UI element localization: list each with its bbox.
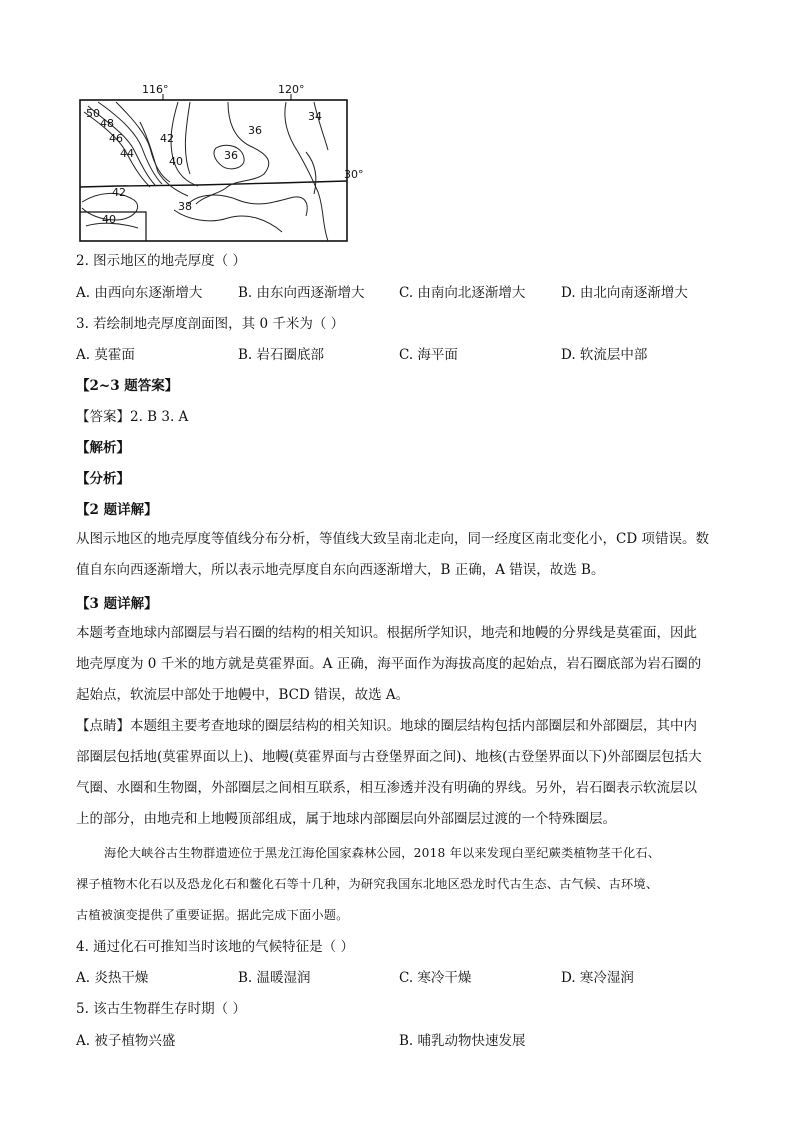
passage-text-cont <box>76 869 736 931</box>
q5-option-b[interactable]: B. 哺乳动物快速发展 <box>399 1033 526 1049</box>
contour-label: 36 <box>224 149 238 162</box>
q2-detail-line: 值自东向西逐渐增大，所以表示地壳厚度自东向西逐渐增大，B 正确，A 错误，故选 B。 <box>76 562 605 578</box>
answer-line: 【答案】2. B 3. A <box>76 409 189 425</box>
q3-option-d[interactable]: D. 软流层中部 <box>561 347 648 363</box>
q3-detail-line: 地壳厚度为 0 千米的地方就是莫霍界面。A 正确，海平面作为海拔高度的起始点，岩石圈底部为岩石圈的 <box>76 656 702 672</box>
contour-label: 50 <box>86 107 100 120</box>
q3-detail-title: 【3 题详解】 <box>76 596 158 612</box>
contour-label: 36 <box>248 124 262 137</box>
q3-option-b[interactable]: B. 岩石圈底部 <box>238 347 325 363</box>
q3-option-a[interactable]: A. 莫霍面 <box>76 347 135 363</box>
q3-stem: 3. 若绘制地壳厚度剖面图，其 0 千米为（ ） <box>76 316 345 332</box>
q5-option-a[interactable]: A. 被子植物兴盛 <box>76 1033 176 1049</box>
q2-detail-line: 从图示地区的地壳厚度等值线分布分析，等值线大致呈南北走向，同一经度区南北变化小，CD 项错误。数 <box>76 531 709 547</box>
dianjing-text <box>76 711 728 835</box>
q4-options <box>76 966 726 986</box>
q2-option-d[interactable]: D. 由北向南逐渐增大 <box>561 285 688 301</box>
q2-detail-title: 【2 题详解】 <box>76 502 158 518</box>
contour-label: 40 <box>169 155 183 168</box>
group-title: 【2~3 题答案】 <box>76 378 179 394</box>
q4-option-b[interactable]: B. 温暖湿润 <box>238 970 311 986</box>
contour-label: 40 <box>102 213 116 226</box>
q2-options <box>76 281 726 301</box>
q5-stem: 5. 该古生物群生存时期（ ） <box>76 1001 246 1017</box>
contour-label: 46 <box>109 132 123 145</box>
q4-option-c[interactable]: C. 寒冷干燥 <box>399 970 472 986</box>
passage-line: 裸子植物木化石以及恐龙化石和鳖化石等十几种，为研究我国东北地区恐龙时代古生态、古气候、古环境、 <box>76 877 659 891</box>
contour-label: 48 <box>100 117 114 130</box>
q2-option-c[interactable]: C. 由南向北逐渐增大 <box>399 285 526 301</box>
q2-stem: 2. 图示地区的地壳厚度（ ） <box>76 253 246 269</box>
crust-thickness-map <box>78 82 364 244</box>
contour-label: 38 <box>178 200 192 213</box>
contour-label: 42 <box>112 186 126 199</box>
q3-detail-line: 起始点，软流层中部处于地幔中，BCD 错误，故选 A。 <box>76 687 410 703</box>
dianjing-line: 【点睛】本题组主要考查地球的圈层结构的相关知识。地球的圈层结构包括内部圈层和外部圈层，其中内 <box>76 718 697 734</box>
contour-label: 34 <box>308 110 322 123</box>
q4-option-a[interactable]: A. 炎热干燥 <box>76 970 149 986</box>
q2-option-b[interactable]: B. 由东向西逐渐增大 <box>238 285 365 301</box>
dianjing-line: 上的部分，由地壳和上地幔顶部组成，属于地球内部圈层向外部圈层过渡的一个特殊圈层。 <box>76 811 616 827</box>
q2-detail-text <box>76 524 728 586</box>
q2-option-a[interactable]: A. 由西向东逐渐增大 <box>76 285 203 301</box>
q4-stem: 4. 通过化石可推知当时该地的气候特征是（ ） <box>76 939 354 955</box>
dianjing-line: 气圈、水圈和生物圈，外部圈层之间相互联系，相互渗透并没有明确的界线。另外，岩石圈表示软流层以 <box>76 780 697 796</box>
q4-option-d[interactable]: D. 寒冷湿润 <box>561 970 634 986</box>
contour-label: 42 <box>160 132 174 145</box>
lon-label-116: 116° <box>142 83 169 96</box>
passage-line: 古植被演变提供了重要证据。据此完成下面小题。 <box>76 908 349 922</box>
fenxi-label: 【分析】 <box>76 471 130 487</box>
q3-detail-text <box>76 618 728 711</box>
passage-line: 海伦大峡谷古生物群遗迹位于黑龙江海伦国家森林公园，2018 年以来发现白垩纪蕨类植物茎干化石、 <box>104 846 661 860</box>
lat-label-30: 30° <box>344 168 364 181</box>
q3-option-c[interactable]: C. 海平面 <box>399 347 458 363</box>
q5-options <box>76 1029 726 1049</box>
lon-label-120: 120° <box>278 83 305 96</box>
analysis-label: 【解析】 <box>76 440 130 456</box>
q3-detail-line: 本题考查地球内部圈层与岩石圈的结构的相关知识。根据所学知识，地壳和地幔的分界线是莫霍面，因此 <box>76 625 697 641</box>
dianjing-line: 部圈层包括地(莫霍界面以上)、地幔(莫霍界面与古登堡界面之间)、地核(古登堡界面以下)外部圈层包括大 <box>76 749 702 765</box>
contour-label: 44 <box>120 147 134 160</box>
passage-text <box>104 838 744 869</box>
q3-options <box>76 343 726 363</box>
